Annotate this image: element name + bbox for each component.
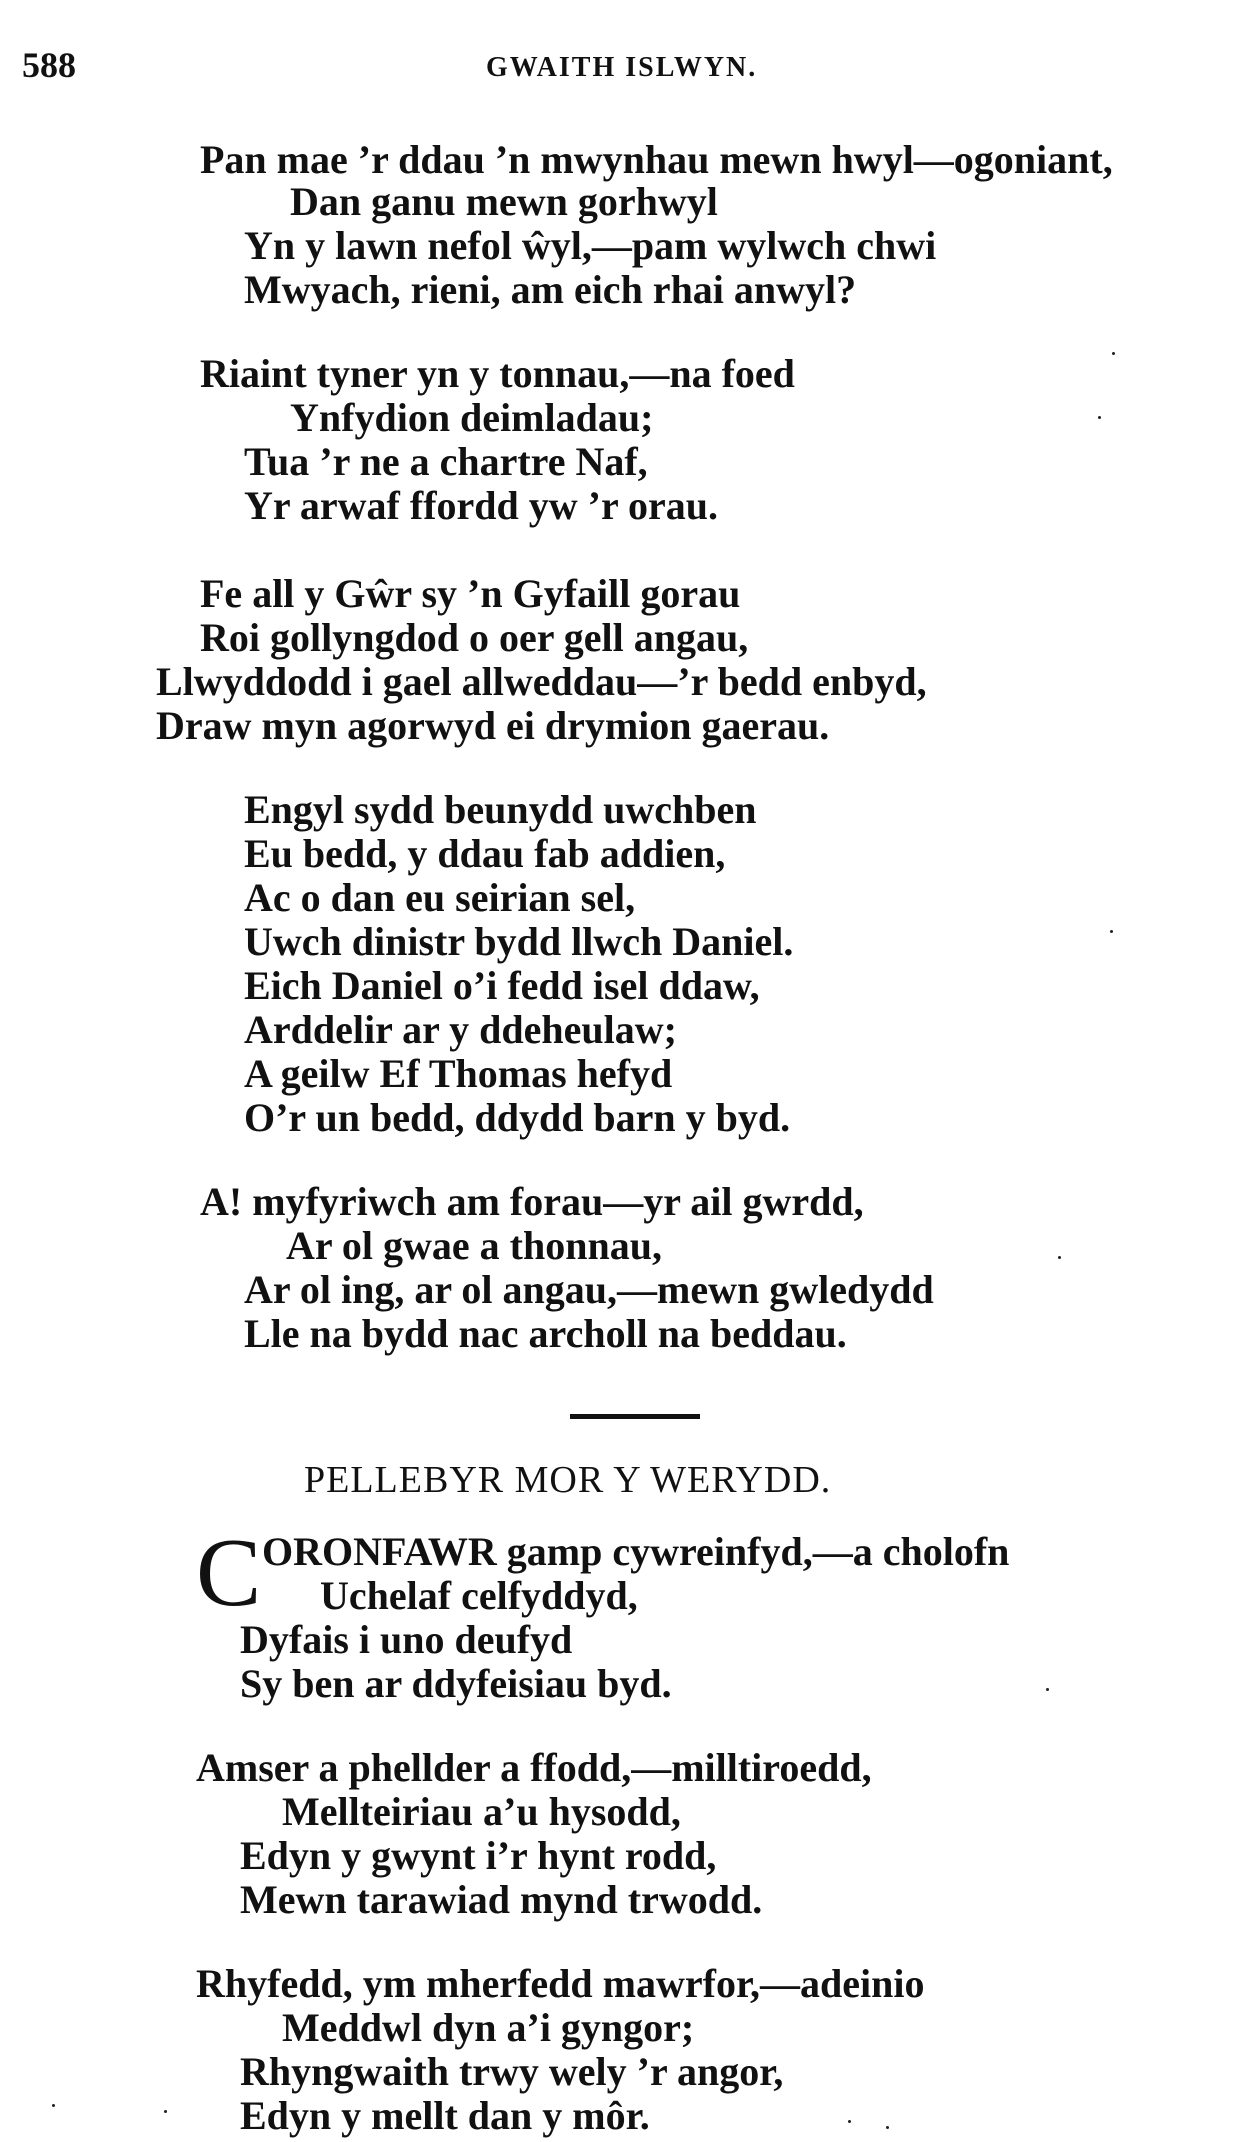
verse-line: Uwch dinistr bydd llwch Daniel. — [244, 919, 794, 964]
verse-line: Eu bedd, y ddau fab addien, — [244, 831, 726, 876]
verse-line: Amser a phellder a ffodd,—milltiroedd, — [196, 1745, 872, 1790]
verse-line: Ar ol ing, ar ol angau,—mewn gwledydd — [244, 1267, 934, 1312]
verse-line: Edyn y gwynt i’r hynt rodd, — [240, 1833, 717, 1878]
verse-line: Rhyfedd, ym mherfedd mawrfor,—adeinio — [196, 1961, 925, 2006]
verse-line: Ar ol gwae a thonnau, — [286, 1223, 662, 1268]
verse-line: Ynfydion deimladau; — [290, 395, 654, 440]
page-number: 588 — [22, 45, 76, 85]
verse-line: A! myfyriwch am forau—yr ail gwrdd, — [200, 1179, 864, 1224]
scan-speck — [1098, 416, 1101, 419]
verse-line: Ac o dan eu seirian sel, — [244, 875, 636, 920]
scan-speck — [1046, 1688, 1049, 1691]
verse-line: Sy ben ar ddyfeisiau byd. — [240, 1661, 672, 1706]
verse-line: Yn y lawn nefol ŵyl,—pam wylwch chwi — [244, 223, 937, 268]
verse-line: Fe all y Gŵr sy ’n Gyfaill gorau — [200, 571, 741, 616]
scan-speck — [886, 2126, 889, 2129]
verse-line: Rhyngwaith trwy wely ’r angor, — [240, 2049, 784, 2094]
verse-line: Eich Daniel o’i fedd isel ddaw, — [244, 963, 760, 1008]
verse-line: Meddwl dyn a’i gyngor; — [282, 2005, 695, 2050]
verse-line: ORONFAWR gamp cywreinfyd,—a cholofn — [262, 1529, 1010, 1574]
verse-line: Roi gollyngdod o oer gell angau, — [200, 615, 749, 660]
verse-line: Dan ganu mewn gorhwyl — [290, 179, 718, 224]
verse-line: Pan mae ’r ddau ’n mwynhau mewn hwyl—ogoniant, — [200, 137, 1113, 182]
running-head — [0, 44, 1258, 104]
verse-line: Riaint tyner yn y tonnau,—na foed — [200, 351, 795, 396]
section-divider-rule — [570, 1414, 700, 1419]
poem-title: PELLEBYR MOR Y WERYDD. — [304, 1459, 832, 1501]
verse-line: A geilw Ef Thomas hefyd — [244, 1051, 673, 1096]
verse-line: Mwyach, rieni, am eich rhai anwyl? — [244, 267, 857, 312]
running-title: GWAITH ISLWYN. — [486, 52, 758, 83]
verse-line: Mewn tarawiad mynd trwodd. — [240, 1877, 763, 1922]
scan-speck — [848, 2120, 851, 2123]
verse-line: Arddelir ar y ddeheulaw; — [244, 1007, 677, 1052]
scan-speck — [1112, 352, 1115, 355]
verse-line: Llwyddodd i gael allweddau—’r bedd enbyd, — [156, 659, 927, 704]
scan-speck — [164, 2110, 167, 2113]
verse-line: Lle na bydd nac archoll na beddau. — [244, 1311, 847, 1356]
verse-line: Uchelaf celfyddyd, — [320, 1573, 638, 1618]
verse-line: Engyl sydd beunydd uwchben — [244, 787, 757, 832]
verse-line: Mellteiriau a’u hysodd, — [282, 1789, 681, 1834]
verse-line: Draw myn agorwyd ei drymion gaerau. — [156, 703, 830, 748]
drop-cap: C — [196, 1519, 262, 1627]
scan-speck — [1058, 1256, 1061, 1259]
scan-speck — [1110, 930, 1113, 933]
scan-speck — [52, 2104, 55, 2107]
verse-line: Tua ’r ne a chartre Naf, — [244, 439, 648, 484]
verse-line: Yr arwaf ffordd yw ’r orau. — [244, 483, 719, 528]
verse-line: Dyfais i uno deufyd — [240, 1617, 573, 1662]
verse-line: O’r un bedd, ddydd barn y byd. — [244, 1095, 791, 1140]
verse-line: Edyn y mellt dan y môr. — [240, 2093, 650, 2138]
